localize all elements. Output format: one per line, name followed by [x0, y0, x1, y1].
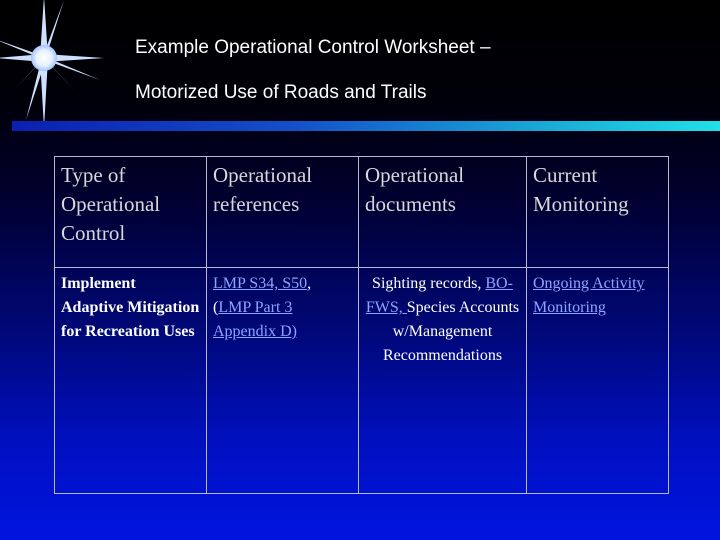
title-divider: [12, 121, 720, 131]
cell-references: [207, 268, 359, 494]
references-separator: ,: [307, 275, 312, 292]
control-type-text: Implement Adaptive Mitigation for Recreation Uses: [61, 275, 200, 340]
header-type-of-control: Type of Operational Control: [55, 157, 207, 268]
cell-control-type: [55, 268, 207, 494]
references-paren: (: [213, 299, 219, 316]
cell-documents: [359, 268, 527, 494]
header-operational-documents: Operational documents: [359, 157, 527, 268]
references-link-lmp-part-3[interactable]: LMP Part 3 Appendix D): [213, 299, 297, 340]
documents-text-b: Species Accounts w/Management Recommendations: [382, 299, 520, 364]
header-current-monitoring: Current Monitoring: [527, 157, 669, 268]
documents-link-bo-fws[interactable]: BO-FWS,: [365, 275, 513, 316]
slide-title-line-2: Motorized Use of Roads and Trails: [135, 82, 427, 103]
references-link-lmp-s34-s50[interactable]: LMP S34, S50: [213, 275, 308, 292]
monitoring-link[interactable]: Ongoing Activity Monitoring: [533, 275, 645, 316]
documents-text-a: Sighting records,: [372, 275, 482, 292]
cell-monitoring: [527, 268, 669, 494]
worksheet-table: [54, 156, 669, 494]
starburst-decoration: [0, 0, 140, 140]
slide-title-line-1: Example Operational Control Worksheet –: [135, 37, 491, 58]
header-operational-references: Operational references: [207, 157, 359, 268]
table-header-row: [55, 157, 669, 268]
table-row: [55, 268, 669, 494]
